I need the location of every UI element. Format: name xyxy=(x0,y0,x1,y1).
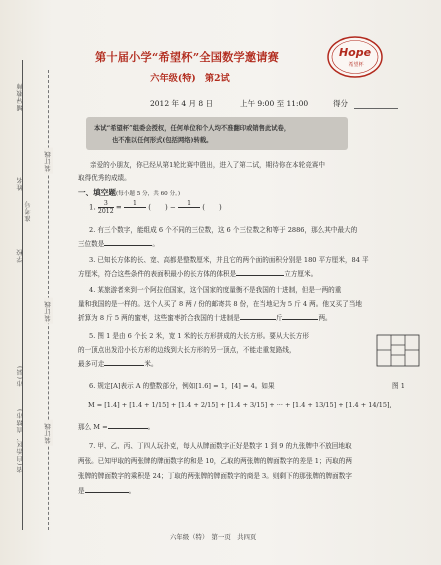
field-province: 省(自治区、直辖市) xyxy=(17,408,24,473)
q5-answer-blank[interactable] xyxy=(104,365,144,366)
score-blank[interactable] xyxy=(354,108,398,109)
question-2-line-2: 三位数是 。 xyxy=(78,240,159,248)
q2-answer-blank[interactable] xyxy=(104,245,152,246)
logo-text: Hope xyxy=(338,46,372,59)
field-city: 市(县) xyxy=(17,365,24,387)
exam-subtitle: 六年级(特) 第2试 xyxy=(150,73,230,84)
binding-strip xyxy=(0,0,62,565)
q1-blank-a[interactable] xyxy=(124,208,146,215)
logo-subtext: 希望杯 xyxy=(348,62,364,68)
q1-blank-b[interactable] xyxy=(178,208,200,215)
q1-fraction-lhs: $\frac{3}{2012}$ xyxy=(97,200,114,215)
field-tutor: 辅导教师 xyxy=(17,82,24,111)
question-3-line-2: 方厘米，符合这些条件的表面积最小的长方体的体积是 立方厘米。 xyxy=(78,270,318,278)
question-3-line-1: 3. 已知长方体的长、宽、高都是整数厘米，并且它的两个面的面积分别是 180 平方厘米，84 平 xyxy=(89,256,369,264)
exam-title: 第十届小学“希望杯”全国数学邀请赛 xyxy=(94,50,280,64)
section-heading: 一、填空题(每小题 5 分，共 60 分。) xyxy=(78,188,181,197)
figure-1-rectangles xyxy=(376,334,420,367)
score-label: 得分 xyxy=(333,99,348,108)
field-school: 学校 xyxy=(17,248,24,263)
question-6-line-3: 那么 M = 。 xyxy=(78,423,155,431)
question-5-line-1: 5. 图 1 是由 6 个长 2 米，宽 1 米的长方形拼成的大长方形。要从大长方形 xyxy=(89,332,309,340)
notice-line-2: 也不准以任何形式(包括网络)转载。 xyxy=(112,137,213,144)
q6-answer-blank[interactable] xyxy=(108,428,148,429)
figure-1-label: 图 1 xyxy=(392,382,405,390)
question-7-line-1: 7. 甲、乙、丙、丁四人玩扑克，每人从牌面数字正好是数字 1 到 9 的九张牌中不放回地取 xyxy=(89,442,352,450)
question-7-line-3: 张牌的牌面数字的乘积是 24；丁取的两张牌的牌面数字的商是 3。则剩下的那张牌的牌面数字 xyxy=(78,472,352,480)
exam-date: 2012 年 4 月 8 日 xyxy=(150,99,214,108)
question-1: 1. $\frac{3}{2012}$ = 1 ( ) − 1 ( ) xyxy=(89,200,222,215)
field-name: 姓名 xyxy=(17,176,24,191)
copyright-notice xyxy=(86,117,348,150)
page-footer: 六年级（特） 第一页 共四页 xyxy=(170,533,257,541)
question-6-line-1: 6. 规定[A]表示 A 的整数部分，例如[1.6] = 1，[4] = 4。如果 xyxy=(89,382,275,390)
question-7-line-4: 是 。 xyxy=(78,487,136,495)
binding-label-1: 装订线 xyxy=(45,150,52,172)
question-5-line-3: 最多可走 米。 xyxy=(78,360,158,368)
binding-label-3: 装订线 xyxy=(45,422,52,444)
question-5-line-2: 的一顶点出发沿小长方形的边线到大长方形的另一顶点，不能走重复路线， xyxy=(78,346,296,354)
question-6-formula: M = [1.4] + [1.4 + 1/15] + [1.4 + 2/15] + [1.4 + 3/15] + ··· + [1.4 + 13/15] + [1.4 + 14/15], xyxy=(88,401,392,409)
field-exam-number: 准考号 xyxy=(25,200,32,222)
notice-line-1: 本试“希望杯”组委会授权，任何单位和个人均不准翻印或销售此试卷， xyxy=(94,125,291,132)
q7-answer-blank[interactable] xyxy=(85,492,129,493)
q4-answer-blank-jin[interactable] xyxy=(240,319,276,320)
question-4-line-1: 4. 某旅游者来到一个阿拉伯国家，这个国家的度量衡不是我国的十进制，但是一两的重 xyxy=(89,286,342,294)
q3-answer-blank[interactable] xyxy=(236,275,284,276)
question-4-line-3: 折算为 8 斤 5 两的蜜枣，这些蜜枣折合我国的十进制是 斤 两。 xyxy=(78,314,332,322)
intro-line-2: 取得优秀的成绩。 xyxy=(78,174,131,182)
q1-fraction-b: 1 xyxy=(178,200,200,215)
exam-time: 上午 9:00 至 11:00 xyxy=(240,99,309,108)
intro-line-1: 亲爱的小朋友，你已经从第1轮比赛中胜出，进入了第二试，期待你在本轮竞赛中 xyxy=(90,161,325,169)
hope-cup-logo xyxy=(326,35,384,79)
question-4-line-2: 量和我国的是一样的。这个人买了 8 两 / 份的邮寄共 8 份，在当地记为 5 斤 4 两。他又买了当地 xyxy=(78,300,362,308)
binding-label-2: 装订线 xyxy=(45,300,52,322)
question-2-line-1: 2. 有三个数字，能组成 6 个不同的三位数，这 6 个三位数之和等于 2886，那么其中最大的 xyxy=(89,226,358,234)
question-7-line-2: 两张。已知甲取的两张牌的牌面数字的和是 10，乙取的两张牌的牌面数字的差是 1；丙取的两 xyxy=(78,457,352,465)
q4-answer-blank-liang[interactable] xyxy=(282,319,318,320)
q1-fraction-a: 1 xyxy=(124,200,146,215)
